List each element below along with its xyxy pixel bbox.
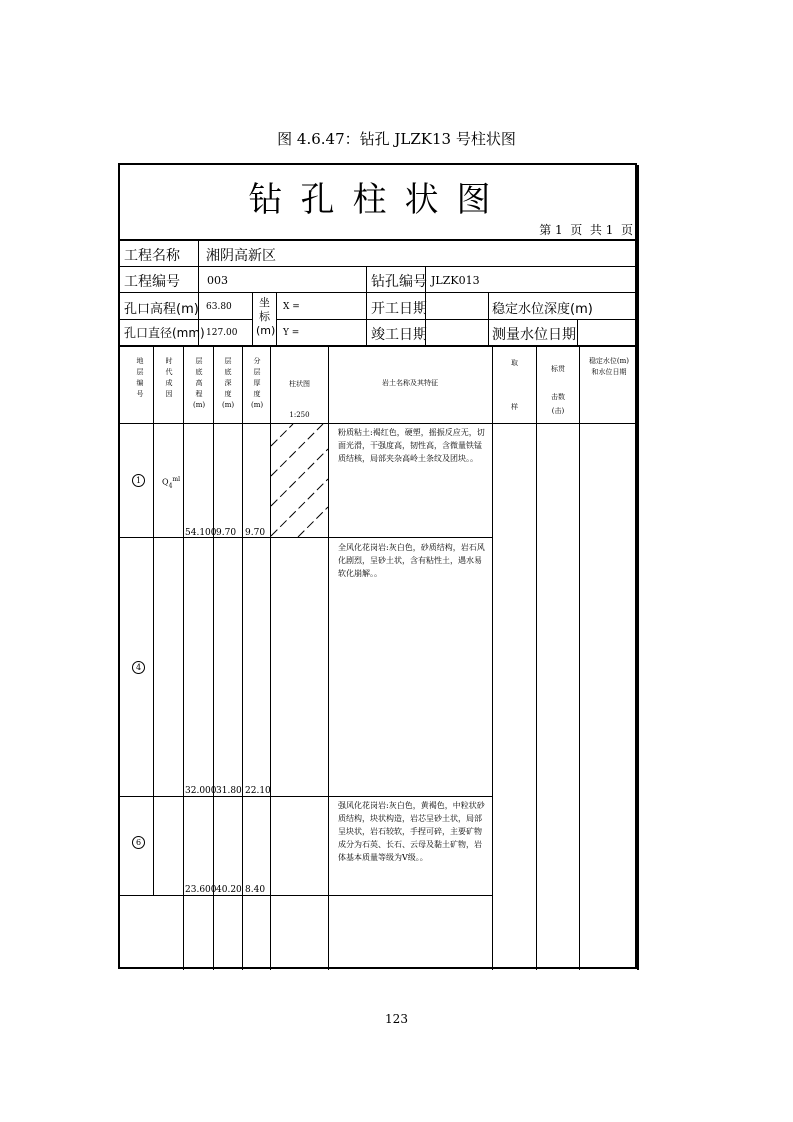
measure-date-label: 测量水位日期: [492, 327, 576, 343]
info-vline-2: [252, 292, 253, 346]
layer-2-description: 全风化花岗岩:灰白色，砂质结构，岩石风化剧烈，呈砂土状，含有粘性土，遇水易软化崩解。。: [338, 543, 485, 578]
col-line-9: [579, 346, 580, 970]
col-description: 岩土名称及其特征: [382, 379, 438, 387]
project-no-label: 工程编号: [124, 274, 180, 290]
project-name-label: 工程名称: [124, 248, 180, 264]
col-line-6: [328, 346, 329, 970]
header-bottom-line: [120, 423, 637, 424]
layer-3-bottom-line: [120, 895, 492, 896]
elevation-value: 63.80: [206, 302, 232, 312]
info-vline-3: [276, 292, 277, 346]
layer-1-bottom-line: [120, 537, 492, 538]
col-water: 稳定水位(m)和水位日期: [588, 357, 630, 376]
project-name-value: 湘阴高新区: [206, 248, 276, 264]
x-label: X =: [283, 302, 300, 312]
layer-2-thickness: 22.10: [245, 786, 271, 796]
info-vline-4: [366, 266, 367, 346]
layer-1-description: 粉质粘土:褐红色，硬塑，摇振反应无，切面光滑，干强度高，韧性高，含微量铁锰质结核，局部夹杂高岭土条纹及团块。。: [338, 428, 485, 463]
col-scale: 1:250: [289, 411, 310, 419]
layer-1-number: 1: [132, 474, 145, 487]
col-line-7: [492, 346, 493, 970]
diameter-value: 127.00: [206, 328, 238, 338]
figure-caption: 图 4.6.47：钻孔 JLZK13 号柱状图: [277, 130, 516, 148]
col-line-3: [213, 346, 214, 970]
info-vline-6: [488, 292, 489, 346]
info-row-line-3b: [276, 319, 637, 320]
layer-1-era: [162, 476, 180, 489]
col-era: 时代成因: [165, 357, 173, 398]
col-line-2: [183, 346, 184, 970]
layer-1-bottom-depth: 9.70: [216, 528, 237, 538]
layer-1-era-sub: 4: [168, 482, 173, 490]
layer-3-bottom-depth: 40.20: [216, 885, 242, 895]
col-layer-no: 地层编号: [136, 357, 144, 398]
col-spt-a: 标贯: [551, 365, 565, 373]
end-date-label: 竣工日期: [371, 327, 427, 343]
layer-1-bottom-elev: 54.100: [185, 528, 217, 538]
layer-3-description: 强风化花岗岩:灰白色，黄褐色，中粒状砂质结构，块状构造，岩芯呈砂土状，局部呈块状，岩石较软，手捏可碎，主要矿物成分为石英、长石、云母及黏土矿物，岩体基本质量等级为V级。。: [338, 801, 485, 862]
layer-3-thickness: 8.40: [245, 885, 266, 895]
project-no-value: 003: [207, 274, 228, 287]
layer-1-thickness: 9.70: [245, 528, 266, 538]
col-sample-a: 取: [511, 359, 518, 367]
col-column: 柱状图: [289, 380, 310, 388]
diameter-label: 孔口直径(mm): [124, 326, 205, 340]
form-title: 钻孔柱状图: [248, 180, 509, 220]
stable-water-label: 稳定水位深度(m): [492, 302, 593, 317]
info-vline-7: [577, 319, 578, 346]
col-line-8: [536, 346, 537, 970]
layer-2-bottom-elev: 32.000: [185, 786, 217, 796]
y-label: Y =: [283, 328, 300, 338]
page-number: 123: [385, 1012, 408, 1026]
coord-label: 坐标(m): [256, 296, 276, 337]
layer-2-bottom-depth: 31.80: [216, 786, 242, 796]
layer-2-bottom-line: [120, 796, 492, 797]
col-spt-c: (击): [551, 407, 565, 415]
hole-no-label: 钻孔编号: [371, 274, 427, 290]
col-thickness: 分层厚度(m): [251, 357, 264, 409]
col-spt-b: 击数: [551, 393, 565, 401]
info-row-line-3a: [120, 319, 252, 320]
form-shadow-line: [637, 165, 639, 970]
layer-1-era-sup: ml: [172, 476, 180, 483]
page-info: 第 1 页 共 1 页: [539, 223, 633, 237]
col-line-4: [242, 346, 243, 970]
layer-3-bottom-elev: 23.600: [185, 885, 217, 895]
hole-no-value: JLZK013: [431, 274, 480, 287]
layer-2-number: 4: [132, 661, 145, 674]
col-bottom-depth: 层底深度(m): [222, 357, 235, 409]
layer-1-era-letter: Q: [162, 477, 169, 487]
layer-1-hatch: [271, 424, 328, 537]
elevation-label: 孔口高程(m): [124, 302, 199, 317]
col-sample-b: 样: [511, 403, 518, 411]
col-bottom-elev: 层底高程(m): [193, 357, 206, 409]
layer-3-number: 6: [132, 836, 145, 849]
start-date-label: 开工日期: [371, 301, 427, 317]
col-line-1: [153, 346, 154, 895]
